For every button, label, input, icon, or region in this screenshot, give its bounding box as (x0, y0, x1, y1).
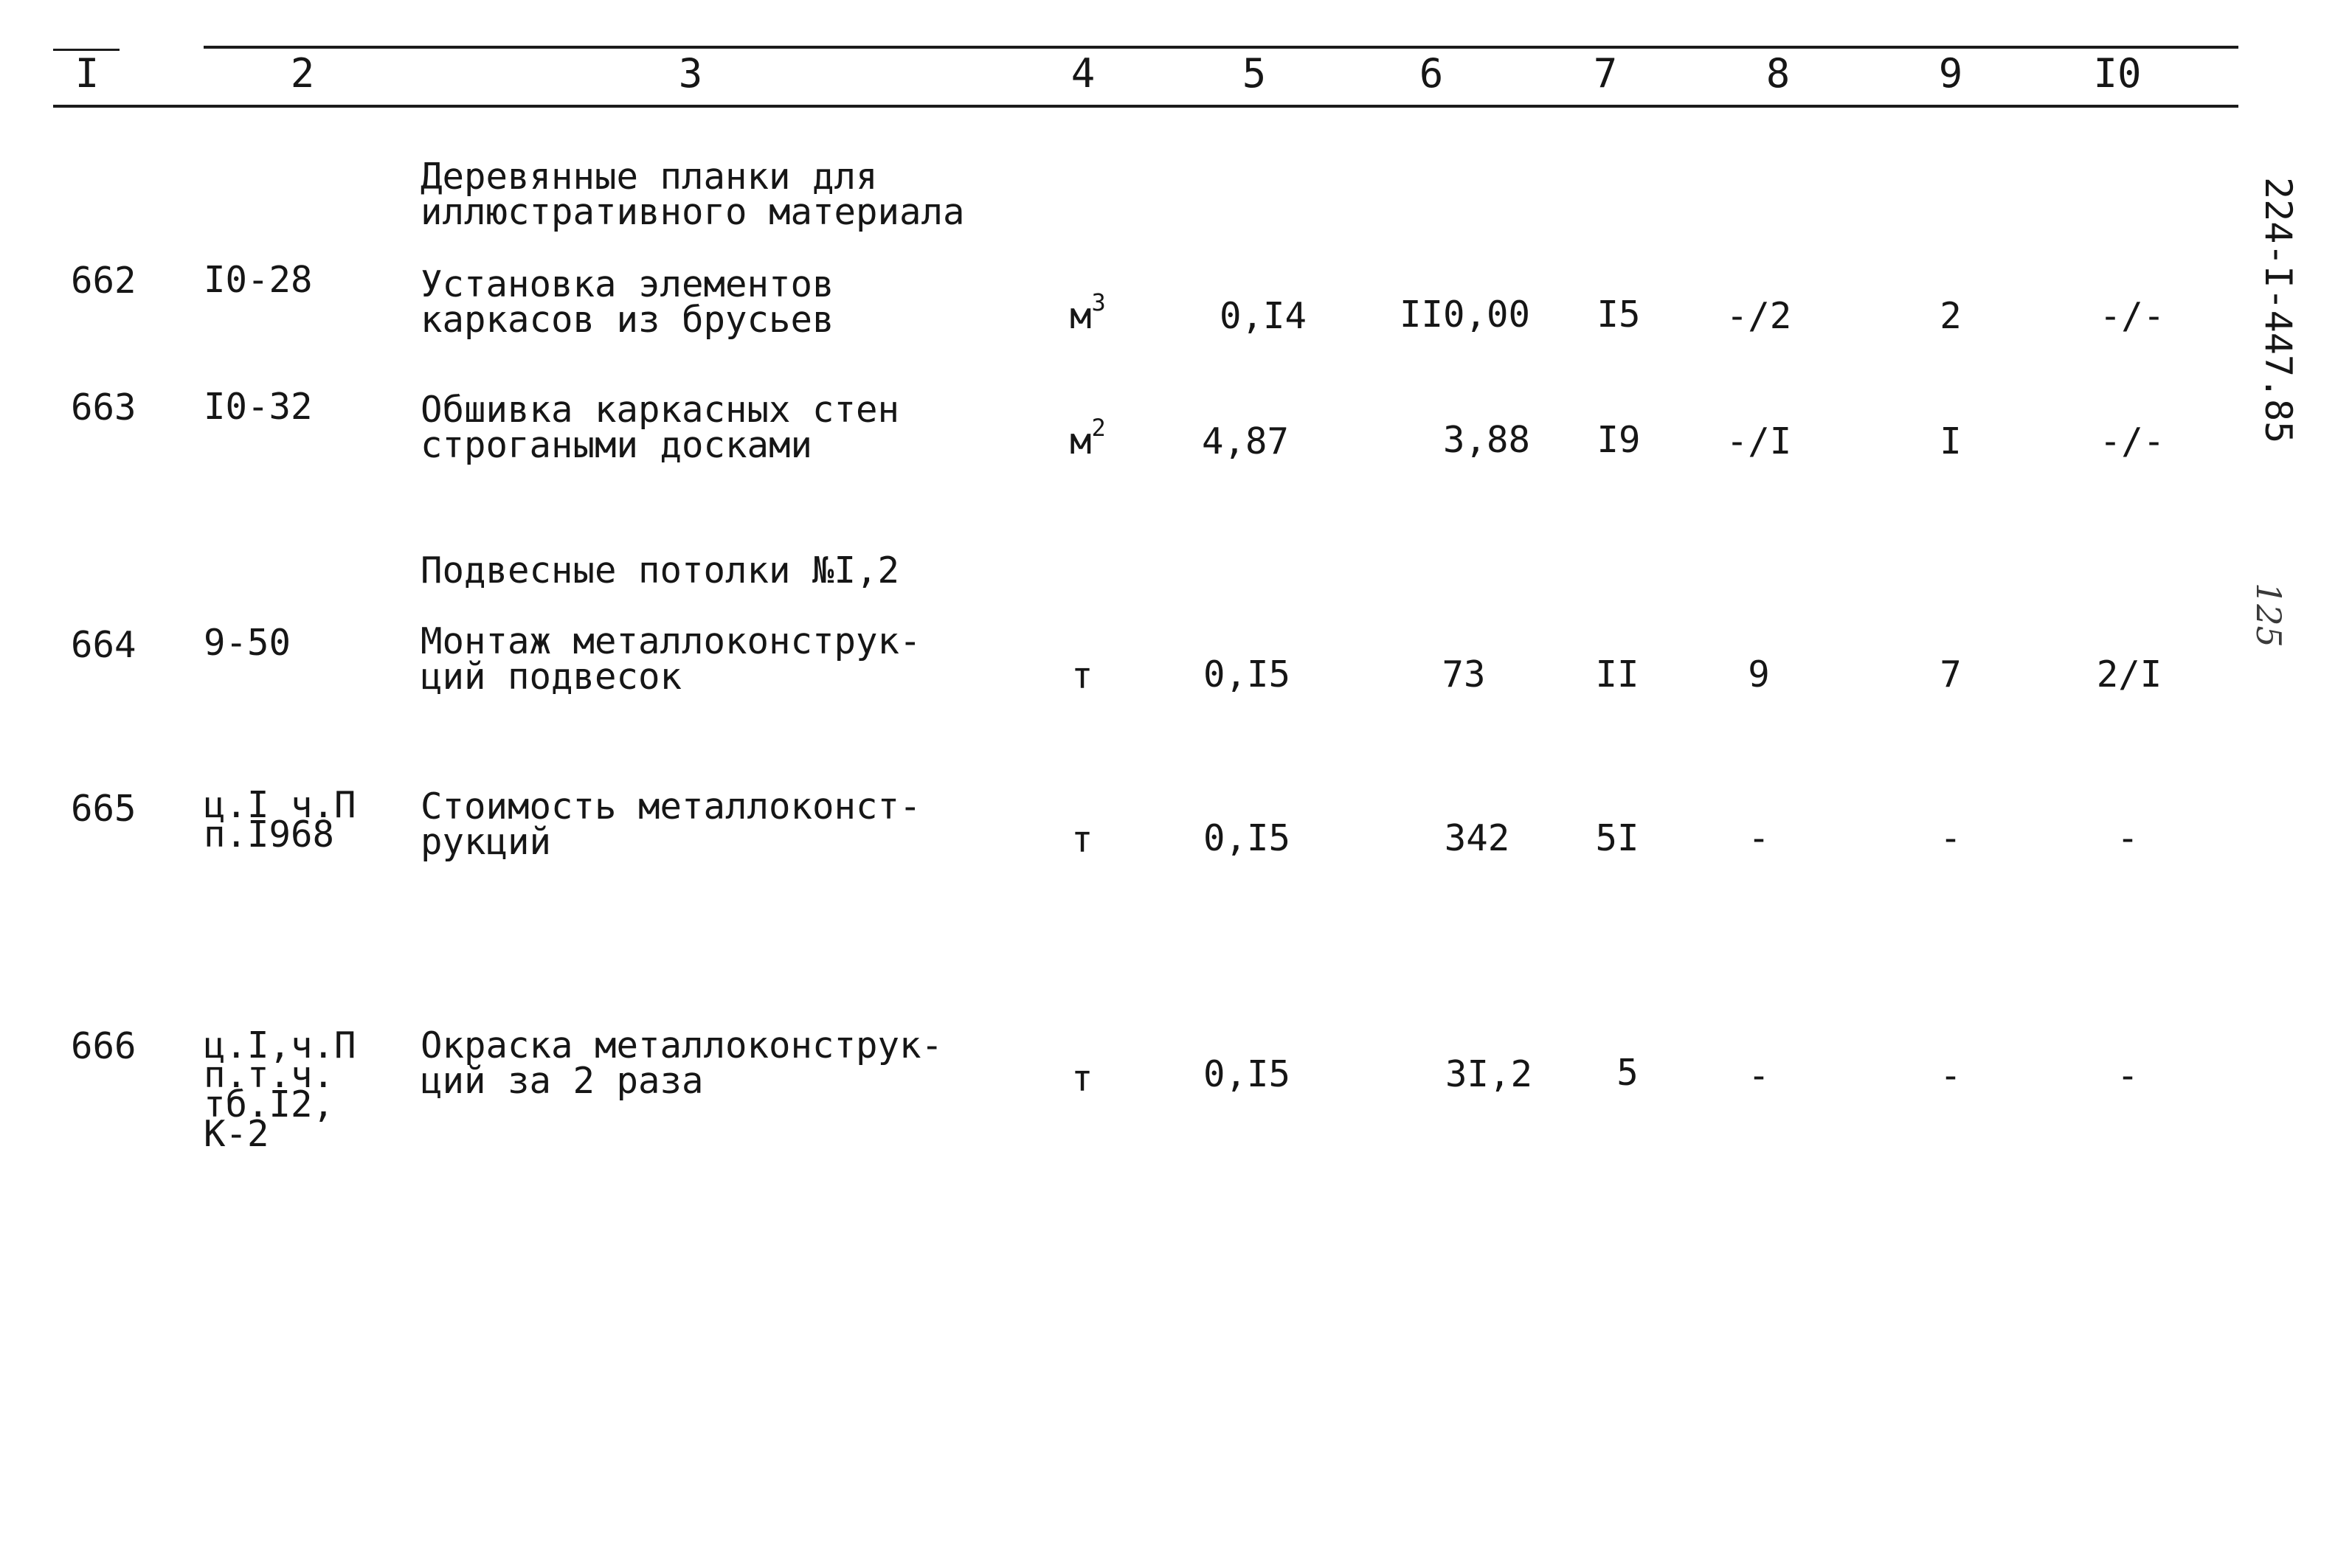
row-col-7: I9 (1597, 419, 1641, 461)
page-number: 125 (2249, 583, 2289, 648)
row-col-8: -/I (1726, 420, 1792, 462)
document-code: 224-I-447.85 (2257, 177, 2300, 444)
table-top-rule (204, 46, 2238, 49)
row-name: Обшивка каркасных стен строгаными досками (421, 389, 900, 466)
row-price: 342 (1444, 817, 1510, 859)
row-code: ц.I,ч.П п.т.ч. тб.I2, К-2 (204, 1024, 356, 1155)
row-unit: т (1071, 1058, 1093, 1100)
row-col-9: 7 (1940, 653, 1962, 695)
row-code: I0-32 (204, 386, 313, 428)
row-col-8: - (1748, 1055, 1770, 1097)
row-col-8: - (1748, 817, 1770, 859)
row-number: 665 (71, 788, 136, 830)
row-col-8: 9 (1748, 653, 1770, 695)
row-name: Монтаж металлоконструк- ций подвесок (421, 620, 921, 698)
row-name: Окраска металлоконструк- ций за 2 раза (421, 1024, 944, 1102)
header-col-3: 3 (678, 50, 703, 97)
header-col-1: I (75, 50, 100, 97)
row-price: 3I,2 (1445, 1053, 1533, 1095)
header-col-10: I0 (2093, 50, 2142, 97)
section-title: Деревянные планки для иллюстративного материала (421, 156, 965, 233)
header-col-2: 2 (290, 50, 315, 97)
row-quantity: 0,I4 (1219, 295, 1307, 337)
row-price: II0,00 (1399, 294, 1530, 336)
row-price: 3,88 (1442, 419, 1530, 461)
row-price: 73 (1442, 653, 1486, 695)
row-col-7: 5I (1595, 817, 1639, 859)
row-quantity: 0,I5 (1203, 817, 1291, 859)
row-unit: $м^3$ (1070, 288, 1106, 337)
row-col-9: - (1940, 1055, 1962, 1097)
row-col-7: 5 (1616, 1052, 1639, 1094)
row-col-9: - (1940, 817, 1962, 859)
header-bottom-rule (53, 105, 2238, 108)
row-name: Установка элементов каркасов из брусьев (421, 263, 834, 341)
row-col-10: - (2117, 817, 2139, 859)
row-number: 663 (71, 386, 136, 429)
row-number: 666 (71, 1025, 136, 1067)
row-unit: т (1071, 655, 1093, 697)
header-col-8: 8 (1765, 50, 1791, 97)
row-unit: т (1071, 819, 1093, 861)
row-unit: $м^2$ (1070, 414, 1106, 462)
row-col-10: -/- (2099, 295, 2165, 337)
row-code: 9-50 (204, 622, 291, 664)
row-code: I0-28 (204, 259, 313, 301)
row-quantity: 4,87 (1201, 420, 1290, 462)
row-code: ц.I ч.П п.I968 (204, 784, 356, 856)
row-number: 662 (71, 260, 136, 302)
row-name: Стоимость металлоконст- рукций (421, 785, 921, 863)
row-quantity: 0,I5 (1203, 653, 1291, 695)
section-title: Подвесные потолки №I,2 (421, 549, 900, 592)
header-col-5: 5 (1242, 50, 1267, 97)
unit-superscript: 3 (1091, 288, 1106, 316)
row-quantity: 0,I5 (1203, 1053, 1291, 1095)
header-col-4: 4 (1070, 50, 1096, 97)
row-col-8: -/2 (1726, 295, 1792, 337)
row-col-10: -/- (2099, 420, 2165, 462)
unit-superscript: 2 (1091, 414, 1106, 442)
header-col-9: 9 (1938, 50, 1963, 97)
header-col-7: 7 (1593, 50, 1618, 97)
row-col-10: 2/I (2096, 653, 2162, 695)
row-col-7: II (1595, 653, 1639, 695)
row-col-10: - (2117, 1055, 2139, 1097)
header-col-6: 6 (1419, 50, 1444, 97)
row-col-9: 2 (1940, 295, 1962, 337)
row-col-9: I (1940, 420, 1962, 462)
row-col-7: I5 (1597, 294, 1641, 336)
row-number: 664 (71, 624, 136, 666)
